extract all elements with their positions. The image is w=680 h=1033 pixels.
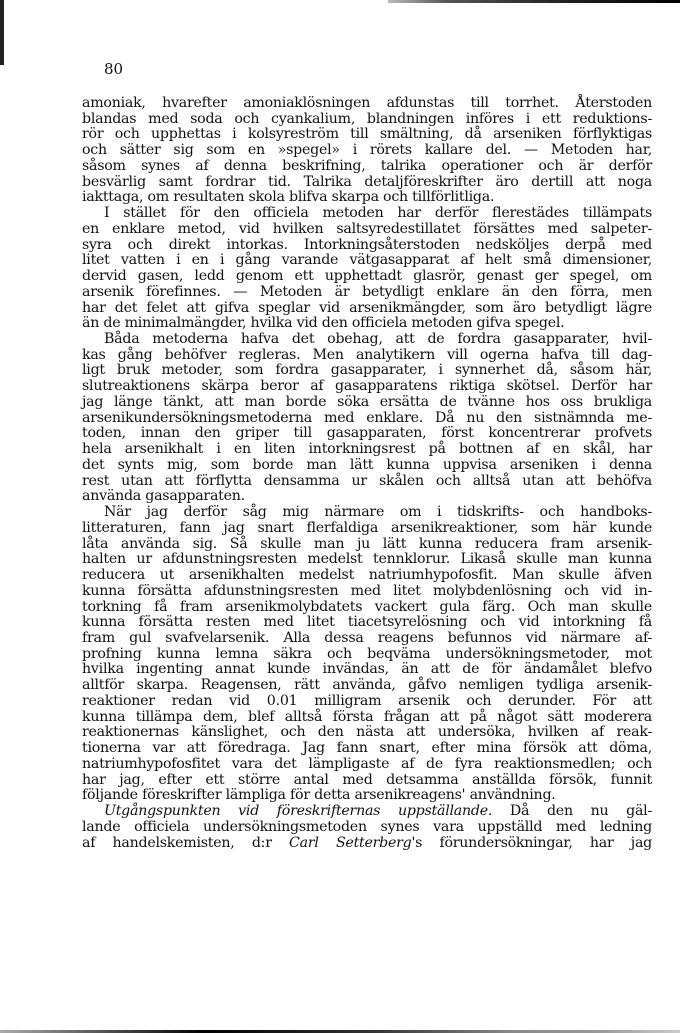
italic-section-heading: Utgångspunkten vid föreskrifternas uppställande. (104, 803, 493, 820)
page-number: 80 (104, 60, 124, 78)
text-line: kas gång behöfver regleras. Men analytikern vill ogerna hafva till dag- (82, 346, 652, 363)
text-line: tionerna var att föredraga. Jag fann snart, efter mina försök att döma, (82, 740, 652, 757)
text-line: halten ur afdunstningsresten medelst tennklorur. Likaså skulle man kunna (82, 551, 652, 568)
text-line: det synts mig, som borde man lätt kunna uppvisa arseniken i denna (82, 456, 652, 473)
text-line: än de minimalmängder, hvilka vid den officiela metoden gifva spegel. (82, 315, 565, 332)
text-line: arsenik förefinnes. — Metoden är betydligt enklare än den förra, men (82, 283, 652, 300)
text-line: såsom synes af denna beskrifning, talrika operationer och är derför (82, 157, 652, 174)
text-line: kunna försätta afdunstningsresten med litet molybdenlösning och vid in- (82, 582, 652, 599)
section-heading-line: Utgångspunkten vid föreskrifternas uppställande. Då den nu gäl- (104, 803, 652, 820)
text-line: natriumhypofosfitet vara det lämpligaste af de fyra reaktionsmedlen; och (82, 755, 652, 772)
text-line: dervid gasen, ledd genom ett upphettadt glasrör, genast ger spegel, om (82, 268, 652, 285)
text-line: och sätter sig som en »spegel» i rörets kallare del. — Metoden har, (82, 142, 652, 159)
text-line: af handelskemisten, d:r Carl Setterberg's förundersökningar, har jag (82, 834, 652, 851)
text-line: hvilka ingenting annat kunde invändas, än att de för ändamålet blefvo (82, 661, 652, 678)
text-line: toden, innan den griper till gasapparaten, först koncentrerar profvets (82, 425, 652, 442)
text-line: kunna försätta resten med litet tiacetsyrelösning och vid intorkning få (82, 614, 652, 631)
text-line: fram gul svafvelarsenik. Alla dessa reagens befunnos vid närmare af- (82, 629, 652, 646)
text-line: följande föreskrifter lämpliga för detta arsenikreagens' användning. (82, 787, 556, 804)
text-line: använda gasapparaten. (82, 488, 245, 505)
text-line: rest utan att förflytta densamma ur skålen och alltså utan att behöfva (82, 472, 652, 489)
paragraph-start-line: Båda metoderna hafva det obehag, att de fordra gasapparater, hvil- (104, 331, 652, 348)
text-line: låta använda sig. Så skulle man ju lätt kunna reducera fram arsenik- (82, 535, 652, 552)
text-line: litet vatten i en i gång varande vätgasapparat af helt små dimensioner, (82, 252, 652, 269)
text-line: syra och direkt intorkas. Intorkningsåterstoden nedsköljes derpå med (82, 236, 652, 253)
text-line: reaktionernas känslighet, och den nästa att undersöka, hvilken af reak- (82, 724, 652, 741)
text-line: arsenikundersökningsmetoderna med enklare. Då nu den sistnämnda me- (82, 409, 652, 426)
scan-edge-artifact-left (0, 0, 4, 65)
text-line: ligt bruk metoder, som fordra gasapparater, i synnerhet då, såsom här, (82, 362, 652, 379)
text-line: reaktioner redan vid 0.01 milligram arsenik och derunder. För att (82, 692, 652, 709)
text-line: blandas med soda och cyankalium, blandningen införes i ett reduktions- (82, 110, 652, 127)
text-line: en enklare metod, vid hvilken saltsyredestillatet försättes med salpeter- (82, 220, 652, 237)
text-line: alltför skarpa. Reagensen, rätt använda, gåfvo nemligen tydliga arsenik- (82, 677, 652, 694)
text-line: besvärlig samt fordrar tid. Talrika detaljföreskrifter äro dertill att noga (82, 173, 652, 190)
text-line: lande officiela undersökningsmetoden synes vara uppställd med ledning (82, 818, 652, 835)
text-line: slutreaktionens skärpa beror af gasapparatens riktiga skötsel. Derför har (82, 378, 652, 395)
text-line: kunna tillämpa dem, blef alltså första frågan att på något sätt moderera (82, 708, 652, 725)
text-line: jag länge tänkt, att man borde söka ersätta de tvänne hos oss brukliga (82, 393, 652, 410)
text-line: torkning få fram arsenikmolybdatets vackert gula färg. Och man skulle (82, 598, 652, 615)
text-line: litteraturen, fann jag snart flerfaldiga arsenikreaktioner, som här kunde (82, 519, 652, 536)
text-line: har det felet att gifva speglar vid arsenikmängder, som äro betydligt lägre (82, 299, 652, 316)
text-line: hela arsenikhalt i en liten intorkningsrest på bottnen af en skål, har (82, 441, 652, 458)
body-text (82, 96, 652, 851)
text-line: har jag, efter ett större antal med detsamma anställda försök, funnit (82, 771, 652, 788)
text-line: rör och upphettas i kolsyreström till smältning, då arseniken förflyktigas (82, 126, 652, 143)
text-line: iakttaga, om resultaten skola blifva skarpa och tillförlitliga. (82, 189, 495, 206)
scan-edge-artifact-top (388, 0, 680, 3)
text-line: profning kunna lemna säkra och beqväma undersökningsmetoder, mot (82, 645, 652, 662)
text-line: amoniak, hvarefter amoniaklösningen afdunstas till torrhet. Återstoden (82, 95, 652, 111)
paragraph-start-line: När jag derför såg mig närmare om i tidskrifts- och handboks- (104, 504, 652, 521)
text-line: reducera ut arsenikhalten medelst natriumhypofosfit. Man skulle äfven (82, 567, 652, 584)
italic-person-name: Carl Setterberg (289, 834, 412, 851)
paragraph-start-line: I stället för den officiela metoden har derför flerestädes tillämpats (104, 205, 652, 222)
